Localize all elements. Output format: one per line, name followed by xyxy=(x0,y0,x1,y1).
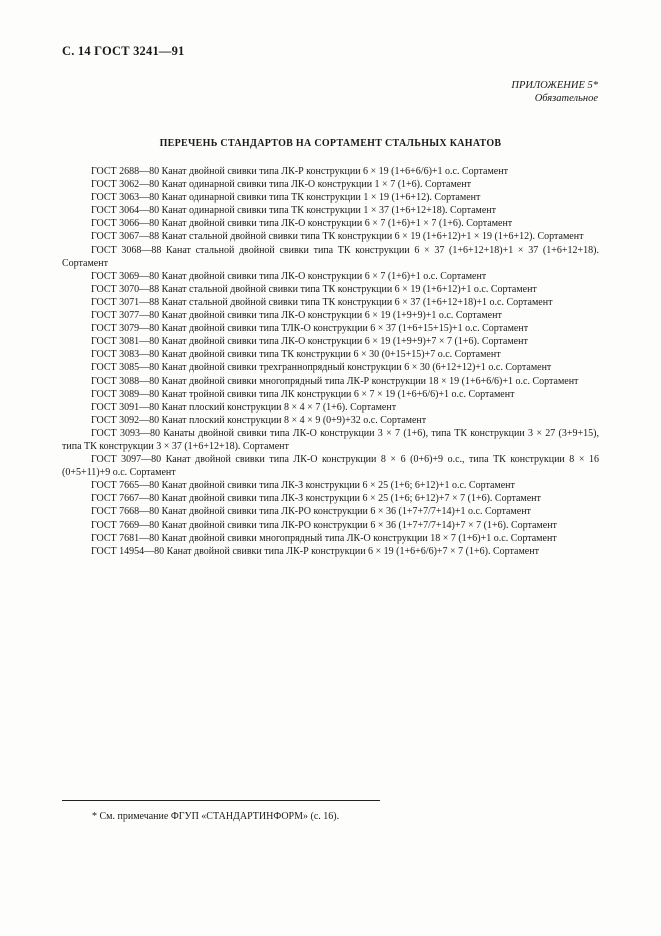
list-item: ГОСТ 3097—80 Канат двойной свивки типа ЛК-О конструкции 8 × 6 (0+6)+9 о.с., типа ТК конструкции 8 × 16 (0+5+11)+9 о.с. Сортамент xyxy=(62,454,599,479)
appendix-label: ПРИЛОЖЕНИЕ 5* xyxy=(511,80,598,91)
list-item: ГОСТ 3079—80 Канат двойной свивки типа ТЛК-О конструкции 6 × 37 (1+6+15+15)+1 о.с. Сортамент xyxy=(91,323,529,335)
list-item: ГОСТ 3070—88 Канат стальной двойной свивки типа ТК конструкции 6 × 19 (1+6+12)+1 о.с. Сортамент xyxy=(91,283,537,295)
list-item: ГОСТ 7665—80 Канат двойной свивки типа ЛК-З конструкции 6 × 25 (1+6; 6+12)+1 о.с. Сортамент xyxy=(91,480,515,492)
footnote-divider xyxy=(62,800,380,801)
list-item: ГОСТ 3081—80 Канат двойной свивки типа ЛК-О конструкции 6 × 19 (1+9+9)+7 × 7 (1+6). Сортамент xyxy=(91,336,528,348)
page-header: С. 14 ГОСТ 3241—91 xyxy=(62,44,185,58)
list-item: ГОСТ 3085—80 Канат двойной свивки трехграннопрядный конструкции 6 × 30 (6+12+12)+1 о.с. Сортамент xyxy=(91,362,552,374)
list-item: ГОСТ 3071—88 Канат стальной двойной свивки типа ТК конструкции 6 × 37 (1+6+12+18)+1 о.с. Сортамент xyxy=(91,296,553,308)
list-item: ГОСТ 3088—80 Канат двойной свивки многопрядный типа ЛК-Р конструкции 18 × 19 (1+6+6/6)+1 о.с. Сортамент xyxy=(91,375,579,387)
list-item: ГОСТ 3063—80 Канат одинарной свивки типа ТК конструкции 1 × 19 (1+6+12). Сортамент xyxy=(91,192,481,204)
list-item: ГОСТ 3068—88 Канат стальной двойной свивки типа ТК конструкции 6 × 37 (1+6+12+18)+1 × 37 (1+6+12+18). Сортамент xyxy=(62,244,599,269)
list-item: ГОСТ 14954—80 Канат двойной свивки типа ЛК-Р конструкции 6 × 19 (1+6+6/6)+7 × 7 (1+6). Сортамент xyxy=(91,545,539,557)
list-item: ГОСТ 7668—80 Канат двойной свивки типа ЛК-РО конструкции 6 × 36 (1+7+7/7+14)+1 о.с. Сортамент xyxy=(91,506,531,518)
list-item: ГОСТ 2688—80 Канат двойной свивки типа ЛК-Р конструкции 6 × 19 (1+6+6/6)+1 о.с. Сортамент xyxy=(91,166,508,177)
document-title: ПЕРЕЧЕНЬ СТАНДАРТОВ НА СОРТАМЕНТ СТАЛЬНЫХ КАНАТОВ xyxy=(159,138,502,149)
footnote: * См. примечание ФГУП «СТАНДАРТИНФОРМ» (с. 16). xyxy=(92,811,340,822)
list-item: ГОСТ 3083—80 Канат двойной свивки типа ТК конструкции 6 × 30 (0+15+15)+7 о.с. Сортамент xyxy=(91,349,501,361)
list-item: ГОСТ 3092—80 Канат плоский конструкции 8 × 4 × 9 (0+9)+32 о.с. Сортамент xyxy=(91,414,427,426)
appendix-status: Обязательное xyxy=(534,93,598,104)
list-item: ГОСТ 3069—80 Канат двойной свивки типа ЛК-О конструкции 6 × 7 (1+6)+1 о.с. Сортамент xyxy=(91,270,487,282)
list-item: ГОСТ 3091—80 Канат плоский конструкции 8 × 4 × 7 (1+6). Сортамент xyxy=(91,401,397,413)
list-item: ГОСТ 3062—80 Канат одинарной свивки типа ЛК-О конструкции 1 × 7 (1+6). Сортамент xyxy=(91,179,471,191)
list-item: ГОСТ 7669—80 Канат двойной свивки типа ЛК-РО конструкции 6 × 36 (1+7+7/7+14)+7 × 7 (1+6). Сортамент xyxy=(91,519,557,531)
appendix-block xyxy=(511,79,598,105)
list-item: ГОСТ 3089—80 Канат тройной свивки типа ЛК конструкции 6 × 7 × 19 (1+6+6/6)+1 о.с. Сортамент xyxy=(91,388,515,400)
list-item: ГОСТ 7667—80 Канат двойной свивки типа ЛК-З конструкции 6 × 25 (1+6; 6+12)+7 × 7 (1+6). Сортамент xyxy=(91,493,541,505)
list-item: ГОСТ 3066—80 Канат двойной свивки типа ЛК-О конструкции 6 × 7 (1+6)+1 × 7 (1+6). Сортамент xyxy=(91,218,513,230)
list-item: ГОСТ 3064—80 Канат одинарной свивки типа ТК конструкции 1 × 37 (1+6+12+18). Сортамент xyxy=(91,205,496,217)
list-item: ГОСТ 3067—88 Канат стальной двойной свивки типа ТК конструкции 6 × 19 (1+6+12)+1 × 19 (1+6+12). Сортамент xyxy=(91,231,584,243)
list-item: ГОСТ 7681—80 Канат двойной свивки многопрядный типа ЛК-О конструкции 18 × 7 (1+6)+1 о.с. Сортамент xyxy=(91,532,557,544)
list-item: ГОСТ 3093—80 Канаты двойной свивки типа ЛК-О конструкции 3 × 7 (1+6), типа ТК конструкции 3 × 27 (3+9+15), типа ТК конструкции 3 × 37 (1+6+12+18). Сортамент xyxy=(62,427,599,452)
list-item: ГОСТ 3077—80 Канат двойной свивки типа ЛК-О конструкции 6 × 19 (1+9+9)+1 о.с. Сортамент xyxy=(91,310,502,322)
standards-list xyxy=(62,165,599,558)
